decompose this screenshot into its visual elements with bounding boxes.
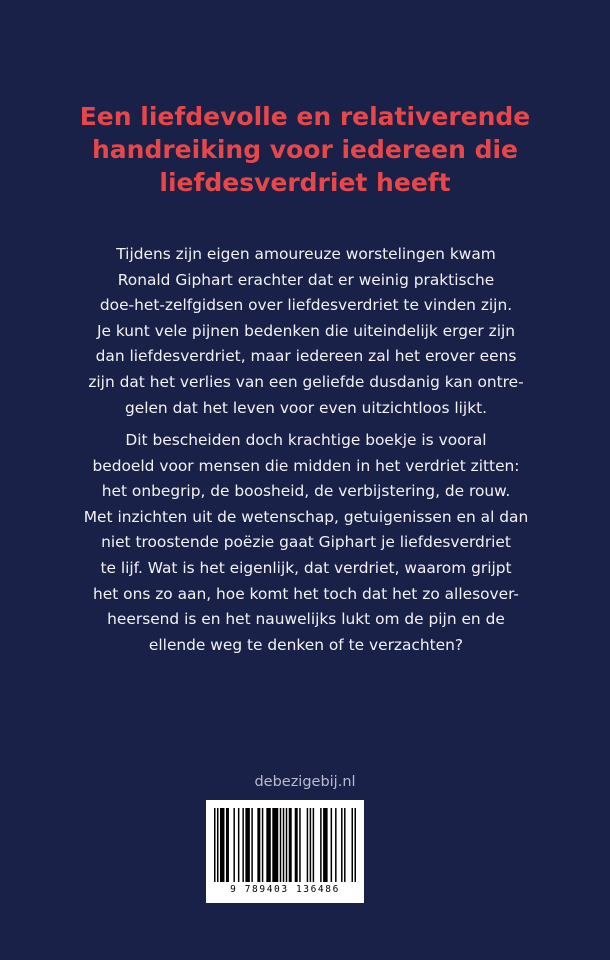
barcode-bar [323,808,327,882]
barcode-bar [262,808,263,882]
barcode-bar [238,808,239,882]
barcode-bars [214,808,356,882]
barcode-bar [245,808,249,882]
barcode-bar [335,808,336,882]
barcode-bar [313,808,314,882]
blurb-line: het onbegrip, de boosheid, de verbijstering, de rouw. [101,482,511,501]
headline [40,100,570,199]
barcode-bar [272,808,278,882]
barcode-digits: 9 789403 136486 [230,884,340,895]
barcode-bar [251,808,252,882]
barcode-bar [266,808,270,882]
blurb-line: dan liefdesverdriet, maar iedereen zal het erover eens [95,347,517,366]
blurb-line: te lijf. Wat is het eigenlijk, dat verdriet, waarom grijpt [100,558,512,577]
barcode-bar [355,808,356,882]
blurb-line: Met inzichten uit de wetenschap, getuigenissen en al dan [83,507,529,526]
headline-line: liefdesverdriet heeft [159,168,451,197]
barcode-bar [286,808,287,882]
blurb-paragraph-1 [76,242,536,421]
barcode-bar [289,808,292,882]
barcode-bar [283,808,284,882]
blurb-line: ellende weg te denken of te verzachten? [148,635,464,654]
isbn-barcode [206,800,364,903]
barcode-bar [233,808,234,882]
barcode-bar [320,808,321,882]
barcode-bar [226,808,229,882]
blurb-line: Tijdens zijn eigen amoureuze worstelingen kwam [116,245,496,263]
barcode-bar [299,808,300,882]
barcode-bar [331,808,332,882]
blurb-line: Je kunt vele pijnen bedenken die uiteindelijk erger zijn [96,321,516,340]
barcode-bar [341,808,342,882]
barcode-bar [352,808,353,882]
barcode-bar [220,808,224,882]
publisher-website: debezigebij.nl [254,774,356,790]
barcode-bar [242,808,243,882]
blurb-line: doe-het-zelfgidsen over liefdesverdriet te vinden zijn. [99,296,513,315]
barcode-bar [307,808,308,882]
headline-line: handreiking voor iedereen die [91,135,519,164]
blurb-line: zijn dat het verlies van een geliefde dusdanig kan ontre- [88,372,524,391]
blurb-line: niet troostende poëzie gaat Giphart je liefdesverdriet [101,533,511,552]
barcode-bar [257,808,260,882]
barcode-bar [310,808,311,882]
blurb-line: heersend is en het nauwelijks lukt om de pijn en de [107,610,505,629]
barcode-bar [280,808,281,882]
blurb-line: Dit bescheiden doch krachtige boekje is vooral [125,431,487,449]
blurb-paragraph-2 [76,428,536,658]
blurb-line: gelen dat het leven voor even uitzichtloos lijkt. [124,398,488,417]
blurb-line: bedoeld voor mensen die midden in het verdriet zitten: [92,456,520,475]
barcode-bar [295,808,298,882]
barcode-bar [217,808,218,882]
barcode-bar [344,808,345,882]
blurb-line: het ons zo aan, hoe komt het toch dat het zo allesover- [93,584,519,603]
barcode-bar [214,808,215,882]
blurb-line: Ronald Giphart erachter dat er weinig praktische [117,270,495,289]
headline-line: Een liefdevolle en relativerende [79,102,531,131]
